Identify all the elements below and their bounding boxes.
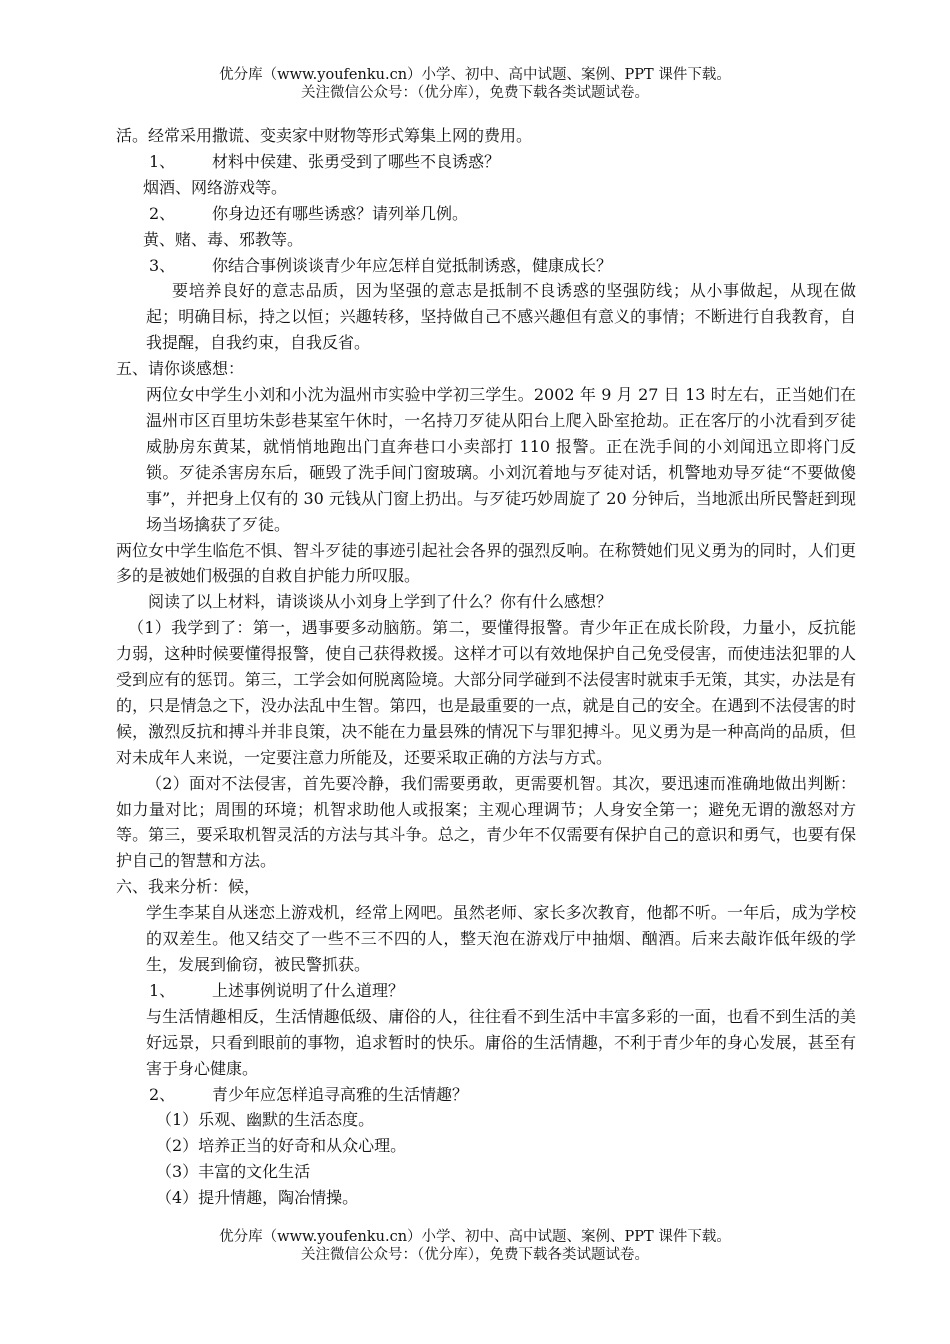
section-6-answer-2-item-3: （3）丰富的文化生活 xyxy=(156,1162,311,1182)
section-5-story: 两位女中学生小刘和小沈为温州市实验中学初三学生。2002 年 9 月 27 日 13 时左右，正当她们在温州市区百里坊朱彭巷某室午休时，一名持刀歹徒从阳台上爬入卧室抢劫。正在客厅的小沈看到歹徒威胁房东黄某，就悄悄地跑出门直奔巷口小卖部打 110 报警。正在洗手间的小刘闻迅立即将门反锁。歹徒杀害房东后，砸毁了洗手间门窗玻璃。小刘沉着地与歹徒对话，机警地劝导歹徒“不要做傻事”，并把身上仅有的 30 元钱从门窗上扔出。与歹徒巧妙周旋了 20 分钟后，当地派出所民警赶到现场当场擒获了歹徒。 xyxy=(146,385,856,534)
answer-3: 要培养良好的意志品质，因为坚强的意志是抵制不良诱惑的坚强防线；从小事做起，从现在做起；明确目标，持之以恒；兴趣转移，坚持做自己不感兴趣但有意义的事情；不断进行自我教育，自我提醒，自我约束，自我反省。 xyxy=(146,281,856,353)
section-6-answer-2-item-4: （4）提升情趣，陶冶情操。 xyxy=(156,1188,359,1208)
section-5-answer-1: （1）我学到了：第一，遇事要多动脑筋。第二，要懂得报警。青少年正在成长阶段，力量小，反抗能力弱，这种时候要懂得报警，使自己获得救援。这样才可以有效地保护自己免受侵害，而使违法犯罪的人受到应有的惩罚。第三，工学会如何脱离险境。大部分同学碰到不法侵害时就束手无策，其实，办法是有的，只是情急之下，没办法乱中生智。第四，也是最重要的一点，就是自己的安全。在遇到不法侵害的时候，激烈反抗和搏斗并非良策，决不能在力量县殊的情况下与罪犯搏斗。见义勇为是一种高尚的品质，但对未成年人来说，一定要注意力所能及，还要采取正确的方法与方式。 xyxy=(116,618,856,767)
footer-line-2: 关注微信公众号：（优分库），免费下载各类试题试卷。 xyxy=(301,1247,649,1263)
paragraph-continuation: 活。经常采用撒谎、变卖家中财物等形式筹集上网的费用。 xyxy=(116,126,533,145)
question-number: 2、 xyxy=(149,1084,176,1104)
question-2 xyxy=(116,201,856,227)
section-5-reaction: 两位女中学生临危不惧、智斗歹徒的事迹引起社会各界的强烈反响。在称赞她们见义勇为的同时，人们更多的是被她们极强的自救自护能力所叹服。 xyxy=(116,540,856,586)
section-5-title: 五、请你谈感想： xyxy=(116,359,245,379)
question-number: 1、 xyxy=(149,980,176,1000)
question-text: 你身边还有哪些诱惑？请列举几例。 xyxy=(212,203,469,223)
section-5-question: 阅读了以上材料，请谈谈从小刘身上学到了什么？你有什么感想？ xyxy=(148,592,613,612)
document-body xyxy=(116,123,856,1211)
page-footer xyxy=(0,1228,950,1264)
answer-1: 烟酒、网络游戏等。 xyxy=(143,177,288,197)
question-text: 你结合事例谈谈青少年应怎样自觉抵制诱惑，健康成长？ xyxy=(212,255,613,275)
section-6-answer-2-item-2: （2）培养正当的好奇和从众心理。 xyxy=(156,1136,407,1156)
page-header xyxy=(0,66,950,102)
question-number: 3、 xyxy=(149,255,176,275)
footer-line-1: 优分库（www.youfenku.cn）小学、初中、高中试题、案例、PPT 课件下载。 xyxy=(219,1229,731,1245)
answer-2: 黄、赌、毒、邪教等。 xyxy=(143,229,304,249)
question-1 xyxy=(116,149,856,175)
header-line-1: 优分库（www.youfenku.cn）小学、初中、高中试题、案例、PPT 课件下载。 xyxy=(219,67,731,83)
section-6-question-1 xyxy=(116,978,856,1004)
section-6-answer-1: 与生活情趣相反，生活情趣低级、庸俗的人，往往看不到生活中丰富多彩的一面，也看不到生活的美好远景，只看到眼前的事物，追求暂时的快乐。庸俗的生活情趣，不利于青少年的身心发展，甚至有害于身心健康。 xyxy=(146,1006,856,1078)
question-text: 青少年应怎样追寻高雅的生活情趣？ xyxy=(212,1084,469,1104)
section-6-question-2 xyxy=(116,1082,856,1108)
question-3 xyxy=(116,253,856,279)
section-6-answer-2-item-1: （1）乐观、幽默的生活态度。 xyxy=(156,1110,375,1130)
header-line-2: 关注微信公众号：（优分库），免费下载各类试题试卷。 xyxy=(301,85,649,101)
question-text: 上述事例说明了什么道理？ xyxy=(212,980,405,1000)
question-number: 2、 xyxy=(149,203,176,223)
section-5-answer-2: （2）面对不法侵害，首先要冷静，我们需要勇敢，更需要机智。其次，要迅速而准确地做出判断：如力量对比；周围的环境；机智求助他人或报案；主观心理调节；人身安全第一；避免无谓的激怒对方等。第三，要采取机智灵活的方法与其斗争。总之，青少年不仅需要有保护自己的意识和勇气，也要有保护自己的智慧和方法。 xyxy=(116,773,856,871)
section-6-story-wrap: 学生李某自从迷恋上游戏机，经常上网吧。虽然老师、家长多次教育，他都不听。一年后，成为学校的双差生。他又结交了一些不三不四的人，整天泡在游戏厅中抽烟、酗酒。后来去敲诈低年级的学生，发展到偷窃，被民警抓获。 xyxy=(146,903,856,974)
question-number: 1、 xyxy=(149,151,176,171)
section-6-title: 六、我来分析：候， xyxy=(116,877,261,897)
question-text: 材料中侯建、张勇受到了哪些不良诱惑？ xyxy=(212,151,501,171)
